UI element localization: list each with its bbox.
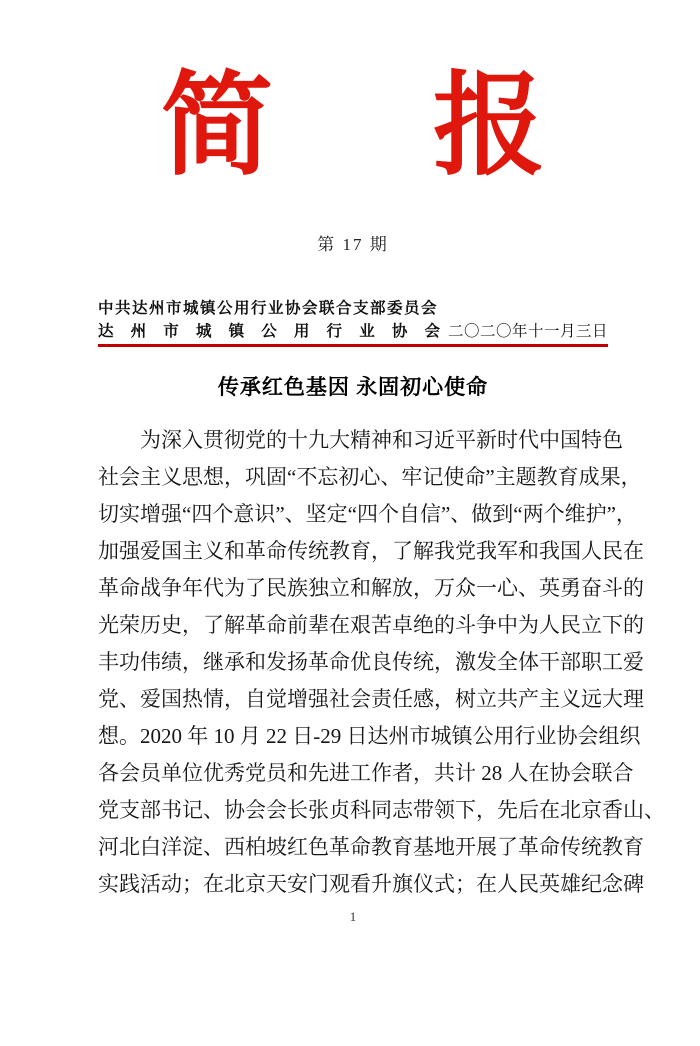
body-text-line: 丰功伟绩，继承和发扬革命优良传统，激发全体干部职工爱	[98, 650, 644, 674]
body-text-line: 社会主义思想，巩固“不忘初心、牢记使命”主题教育成果，	[98, 465, 642, 489]
body-text-line: 党、爱国热情，自觉增强社会责任感，树立共产主义远大理	[98, 687, 644, 711]
page-number: 1	[349, 909, 357, 924]
masthead-char-right: 报	[433, 65, 545, 189]
body-text-line: 切实增强“四个意识”、坚定“四个自信”、做到“两个维护”，	[98, 502, 637, 526]
article-body	[98, 422, 665, 903]
body-text-line: 党支部书记、协会会长张贞科同志带领下，先后在北京香山、	[98, 798, 665, 822]
masthead-title	[98, 58, 608, 196]
body-text-line: 为深入贯彻党的十九大精神和习近平新时代中国特色	[140, 428, 623, 452]
body-text-line: 光荣历史，了解革命前辈在艰苦卓绝的斗争中为人民立下的	[98, 613, 644, 637]
bulletin-page	[0, 58, 700, 1046]
org-name-line2: 达州市城镇公用行业协会	[98, 323, 440, 340]
body-text-line: 河北白洋淀、西柏坡红色革命教育基地开展了革命传统教育	[98, 835, 644, 859]
masthead-char-left: 简	[161, 65, 273, 189]
issue-number: 第 17 期	[317, 235, 389, 254]
header-divider-rule	[98, 344, 608, 347]
org-date-row	[98, 322, 608, 342]
body-text-line: 各会员单位优秀党员和先进工作者，共计 28 人在协会联合	[98, 761, 634, 785]
body-text-line: 想。2020 年 10 月 22 日-29 日达州市城镇公用行业协会组织	[98, 724, 641, 748]
document-date: 二〇二〇年十一月三日	[447, 323, 608, 340]
body-text-line: 实践活动；在北京天安门观看升旗仪式；在人民英雄纪念碑	[98, 872, 644, 896]
article-title: 传承红色基因 永固初心使命	[217, 375, 489, 399]
body-text-line: 革命战争年代为了民族独立和解放，万众一心、英勇奋斗的	[98, 576, 644, 600]
document-header	[98, 299, 608, 347]
org-name-line1: 中共达州市城镇公用行业协会联合支部委员会	[98, 300, 439, 317]
body-text-line: 加强爱国主义和革命传统教育，了解我党我军和我国人民在	[98, 539, 644, 563]
